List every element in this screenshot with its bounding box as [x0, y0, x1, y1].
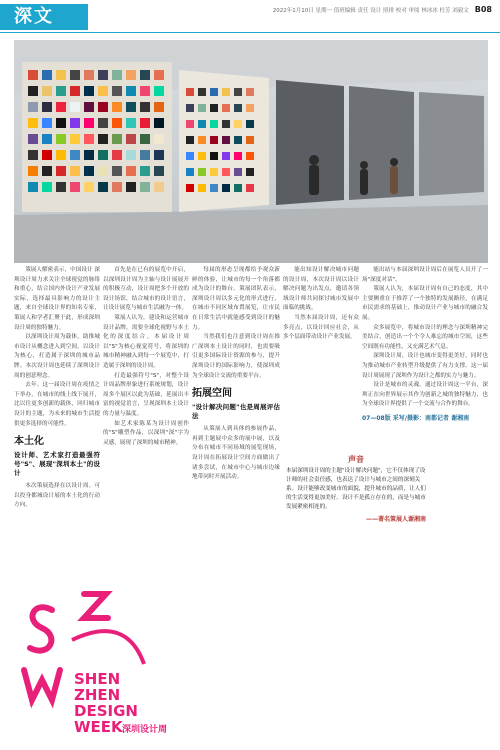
page-header: [0, 0, 500, 36]
logo-chinese: 深圳设计周: [122, 725, 168, 735]
paragraph: 策展人认为，本届设计周有自己的态度，其中主要侧重在于推荐了一个独特的发展路径，在满足市民需求的基础上，推动设计产业与城市的融合发展。: [362, 286, 488, 321]
page-number: B08: [474, 5, 492, 14]
quote-title: 声音: [348, 455, 364, 464]
article-column-1: [14, 266, 100, 511]
quote-text: 本届深圳设计周的主题"设计解决问题"，它不仅体现了设计师的社会责任感，也表达了设计与城市之间的深刻关系。设计能够改变城市的面貌，提升城市的品质，让人们的生活变得更加美好。设计不是孤立存在的，而是与城市发展紧密相连的。: [286, 468, 426, 510]
paragraph: 打造最强符号"S"，对整个设计周品牌形象进行系统规划，设计周多个展区以此为基础，延展出丰富的视觉语言，呈现深圳本土设计的力量与温度。: [103, 372, 189, 417]
logo-line2: ZHEN: [74, 686, 121, 704]
article-column-4: [283, 266, 359, 343]
article-column-5: [362, 266, 488, 424]
paragraph: 每届的形态呈现都给予观众新鲜的体验，让城市的每一个角落都成为设计的舞台。策展团队表示，深圳设计周以多元化的形式进行，在城市不同区域布置展览，让市民在日常生活中就能感受到设计的魅力。: [192, 267, 280, 331]
paragraph: 从策展人到具体的参展作品，再到主题展中众多的展中展，以及分布在城市不同场域的展览现场，设计周在拓展设计空间方面做出了诸多尝试，在城市中心与城市边缘地带同时开展活动。: [192, 426, 280, 481]
exhibition-photo: [14, 40, 488, 263]
header-divider: [0, 32, 500, 33]
logo-line1: SHEN: [74, 670, 121, 688]
paragraph: 众多展览中，将城市设计的理念与深圳精神完美结合，创造出一个个令人难忘的城市空间，这些空间既有功能性，又充满艺术气息。: [362, 324, 488, 350]
paragraph: 能出站与本届深圳设计周后在展览人员开了一场"深度对话"。: [362, 267, 488, 283]
paragraph: 本次策展选择在以设计周。可以投身都城设计展的本土化的行动方向。: [14, 483, 100, 509]
section-badge: 深文: [0, 4, 88, 30]
article-column-3: [192, 266, 280, 483]
quote-source: ——著名策展人谢湘南: [365, 516, 426, 523]
logo-line3: DESIGN: [74, 702, 138, 720]
shenzhen-design-week-logo: [14, 580, 194, 745]
paragraph: 能出知设计解决城市问题的设计周，本次设计周以设计解决问题为出发点，邀请各领域设计师共同探讨城市发展中面临的挑战。: [283, 267, 359, 312]
logo-letter-z: [84, 594, 108, 618]
paragraph: 设计是城市的灵魂。通过设计周这一平台，深圳正在向世界展示其作为创新之城的独特魅力，也为全球设计界提供了一个交流与合作的舞台。: [362, 382, 488, 408]
paragraph: 策展人解密表示，中国设计 深圳设计周力求关注全球视觉的脉络和重心，结合国内外设计产业发展实际，选择最具影响力的设计主题，来自全球设计界的知名专家，策展人和学者汇聚于此，形成深圳设计周的独特魅力。: [14, 267, 100, 331]
header-meta: [273, 5, 492, 14]
logo-line4: WEEK: [74, 718, 123, 736]
paragraph: 首先是在已有的展览中开启，以深圳设计周为主轴与设计展展开的积极互动，设计周把多个开放的设计场馆，结合城市的设计语言，让设计展览与城市生活融为一体。: [103, 267, 189, 312]
kicker-expand-space: "设计解决问题"也是周展评估法: [192, 403, 280, 421]
logo-art: [14, 580, 194, 745]
logo-letter-w: [24, 670, 60, 700]
subhead-expand-space: 拓展空间: [192, 388, 232, 400]
exhibition-photo-art: [14, 40, 488, 263]
subhead-localization: 本土化: [14, 436, 44, 448]
header-meta-text: 2022年1月10日 星期一 值班编辑 责任 设计 照排 校对 审阅 林冰冰 杜芳 刘毅文: [272, 7, 469, 14]
byline: 07—08版 采写/摄影：南都记者 谢湘南: [362, 414, 470, 422]
paragraph: 当然本届设计周，还有众多亮点，以设计回应社会，从多个层面带动设计产业发展。: [283, 314, 359, 341]
paragraph: 当然我们也注意到设计周在推广深圳本土设计的同时，也需要吸引更多国际设计资源的参与，提升深圳设计的国际影响力，使深圳成为全球设计交流的重要平台。: [192, 334, 280, 379]
paragraph: 深圳设计周，设计也城市变得更美好，同时也为推动城市产业转型升级提供了有力支撑。这一届设计周展现了深圳作为设计之都的实力与魅力。: [362, 353, 488, 379]
kicker-localization: 设计师、艺术家打造最强符号"S"、展现"深圳本土"的设计: [14, 451, 100, 478]
paragraph: 去年。这一届设计周在疫情之下举办，在城市的线上线下展开，比以往更多创新的载体，回归城市设计的主题，为未来的城市生活提供更多选择的可能性。: [14, 382, 100, 427]
quote-box: [282, 452, 430, 582]
paragraph: 以深圳设计周为载体，助推城市设计从概念进入到空间，以设计为核心，打造属于深圳的城市品牌。本次设计周也延续了深圳设计周的创意理念。: [14, 334, 100, 379]
logo-letter-s: [30, 607, 52, 650]
paragraph: 策展人认为，建设和运营城市设计品牌，需要全球化视野与本土化的深度结合。本届设计周以"S"为核心视觉符号，将深圳的城市精神融入到每一个展览中，打造属于深圳的设计周。: [103, 314, 189, 369]
article-column-2: [103, 266, 189, 448]
paragraph: 如艺术家陈某为设计周创作的"S"雕塑作品，以深圳"深"字为灵感，展现了深圳的城市精神。: [103, 420, 189, 446]
